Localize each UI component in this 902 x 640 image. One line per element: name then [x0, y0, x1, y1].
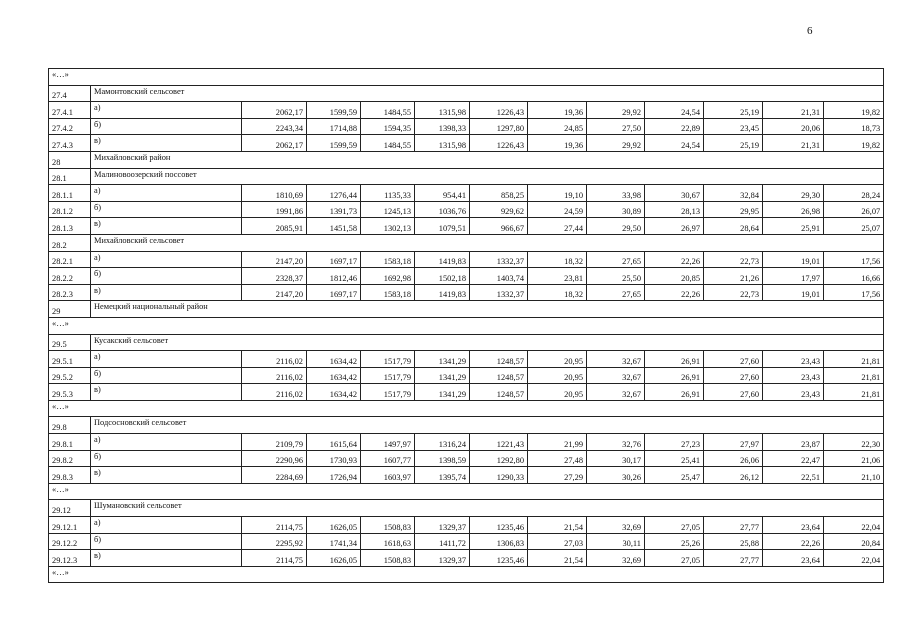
row-code: 29.5.2 [49, 367, 91, 384]
value-cell: 1226,43 [470, 135, 528, 152]
value-cell: 1226,43 [470, 102, 528, 119]
value-cell: 28,64 [704, 218, 763, 235]
value-cell: 24,85 [528, 118, 587, 135]
value-cell: 27,05 [645, 517, 704, 534]
row-option-label: а) [91, 434, 242, 451]
value-cell: 2085,91 [242, 218, 307, 235]
value-cell: 1714,88 [307, 118, 361, 135]
value-cell: 1991,86 [242, 201, 307, 218]
value-cell: 21,81 [824, 351, 884, 368]
row-code: 29.8.1 [49, 434, 91, 451]
table-row [49, 533, 884, 550]
value-cell: 1508,83 [361, 517, 415, 534]
row-option-label: в) [91, 384, 242, 401]
row-code: 28.2.3 [49, 284, 91, 301]
value-cell: 21,06 [824, 450, 884, 467]
value-cell: 23,43 [763, 351, 824, 368]
value-cell: 1341,29 [415, 384, 470, 401]
value-cell: 1248,57 [470, 384, 528, 401]
value-cell: 26,91 [645, 384, 704, 401]
value-cell: 30,67 [645, 185, 704, 202]
table-row [49, 251, 884, 268]
value-cell: 28,13 [645, 201, 704, 218]
table-row [49, 135, 884, 152]
table-row [49, 284, 884, 301]
value-cell: 1398,59 [415, 450, 470, 467]
row-code: 27.4.1 [49, 102, 91, 119]
value-cell: 1517,79 [361, 384, 415, 401]
row-option-label: б) [91, 268, 242, 285]
value-cell: 2114,75 [242, 550, 307, 567]
table-row [49, 218, 884, 235]
table-body [49, 69, 884, 583]
value-cell: 27,65 [587, 251, 645, 268]
section-name: Мамонтовский сельсовет [91, 85, 884, 102]
value-cell: 28,24 [824, 185, 884, 202]
value-cell: 30,17 [587, 450, 645, 467]
row-code: 29.12 [49, 500, 91, 517]
value-cell: 21,31 [763, 102, 824, 119]
value-cell: 26,06 [704, 450, 763, 467]
value-cell: 26,98 [763, 201, 824, 218]
value-cell: 2295,92 [242, 533, 307, 550]
ellipsis-mark: «…» [49, 69, 884, 86]
section-name: Шумановский сельсовет [91, 500, 884, 517]
value-cell: 20,85 [645, 268, 704, 285]
ellipsis-mark: «…» [49, 483, 884, 500]
value-cell: 23,45 [704, 118, 763, 135]
value-cell: 27,65 [587, 284, 645, 301]
value-cell: 23,43 [763, 367, 824, 384]
row-code: 29.12.3 [49, 550, 91, 567]
row-code: 29.8 [49, 417, 91, 434]
ellipsis-row [49, 566, 884, 583]
value-cell: 1306,83 [470, 533, 528, 550]
value-cell: 29,92 [587, 102, 645, 119]
value-cell: 22,26 [645, 251, 704, 268]
row-code: 29.5.3 [49, 384, 91, 401]
row-option-label: б) [91, 201, 242, 218]
value-cell: 1290,33 [470, 467, 528, 484]
value-cell: 27,77 [704, 550, 763, 567]
row-code: 28 [49, 151, 91, 168]
value-cell: 1812,46 [307, 268, 361, 285]
row-code: 29.5.1 [49, 351, 91, 368]
value-cell: 25,26 [645, 533, 704, 550]
value-cell: 30,26 [587, 467, 645, 484]
table-row [49, 550, 884, 567]
value-cell: 2328,37 [242, 268, 307, 285]
row-code: 27.4.3 [49, 135, 91, 152]
value-cell: 29,30 [763, 185, 824, 202]
table-row [49, 467, 884, 484]
ellipsis-mark: «…» [49, 400, 884, 417]
value-cell: 22,89 [645, 118, 704, 135]
row-option-label: б) [91, 450, 242, 467]
value-cell: 1316,24 [415, 434, 470, 451]
value-cell: 25,50 [587, 268, 645, 285]
value-cell: 1079,51 [415, 218, 470, 235]
value-cell: 25,47 [645, 467, 704, 484]
row-code: 29.8.2 [49, 450, 91, 467]
table-row [49, 118, 884, 135]
value-cell: 2243,34 [242, 118, 307, 135]
ellipsis-row [49, 317, 884, 334]
value-cell: 1235,46 [470, 517, 528, 534]
value-cell: 1248,57 [470, 351, 528, 368]
value-cell: 2116,02 [242, 351, 307, 368]
ellipsis-mark: «…» [49, 317, 884, 334]
value-cell: 21,54 [528, 550, 587, 567]
value-cell: 23,43 [763, 384, 824, 401]
value-cell: 1419,83 [415, 251, 470, 268]
value-cell: 1329,37 [415, 517, 470, 534]
section-name: Кусакский сельсовет [91, 334, 884, 351]
value-cell: 1403,74 [470, 268, 528, 285]
value-cell: 27,50 [587, 118, 645, 135]
value-cell: 27,48 [528, 450, 587, 467]
value-cell: 2290,96 [242, 450, 307, 467]
row-option-label: в) [91, 550, 242, 567]
table-row [49, 185, 884, 202]
value-cell: 18,32 [528, 251, 587, 268]
value-cell: 22,47 [763, 450, 824, 467]
value-cell: 22,30 [824, 434, 884, 451]
value-cell: 26,97 [645, 218, 704, 235]
value-cell: 16,66 [824, 268, 884, 285]
value-cell: 23,64 [763, 550, 824, 567]
value-cell: 1594,35 [361, 118, 415, 135]
value-cell: 1235,46 [470, 550, 528, 567]
value-cell: 30,89 [587, 201, 645, 218]
value-cell: 21,54 [528, 517, 587, 534]
row-code: 29.5 [49, 334, 91, 351]
section-name: Малиновоозерский поссовет [91, 168, 884, 185]
value-cell: 1730,93 [307, 450, 361, 467]
value-cell: 19,10 [528, 185, 587, 202]
value-cell: 21,99 [528, 434, 587, 451]
value-cell: 21,81 [824, 384, 884, 401]
value-cell: 1315,98 [415, 102, 470, 119]
value-cell: 2116,02 [242, 384, 307, 401]
row-code: 28.1.2 [49, 201, 91, 218]
value-cell: 1615,64 [307, 434, 361, 451]
value-cell: 954,41 [415, 185, 470, 202]
value-cell: 1634,42 [307, 367, 361, 384]
row-code: 28.1.3 [49, 218, 91, 235]
value-cell: 18,73 [824, 118, 884, 135]
row-code: 29.8.3 [49, 467, 91, 484]
value-cell: 1502,18 [415, 268, 470, 285]
row-option-label: а) [91, 351, 242, 368]
value-cell: 1599,59 [307, 102, 361, 119]
value-cell: 26,91 [645, 367, 704, 384]
row-option-label: а) [91, 517, 242, 534]
table-row [49, 351, 884, 368]
value-cell: 29,92 [587, 135, 645, 152]
value-cell: 2062,17 [242, 102, 307, 119]
value-cell: 1329,37 [415, 550, 470, 567]
section-row [49, 334, 884, 351]
value-cell: 1341,29 [415, 367, 470, 384]
value-cell: 1135,33 [361, 185, 415, 202]
row-code: 27.4.2 [49, 118, 91, 135]
value-cell: 20,95 [528, 367, 587, 384]
page-number: 6 [807, 25, 813, 37]
value-cell: 32,67 [587, 351, 645, 368]
row-code: 28.2.1 [49, 251, 91, 268]
value-cell: 32,67 [587, 384, 645, 401]
value-cell: 27,60 [704, 384, 763, 401]
value-cell: 929,62 [470, 201, 528, 218]
row-code: 28.1.1 [49, 185, 91, 202]
value-cell: 1692,98 [361, 268, 415, 285]
value-cell: 1332,37 [470, 284, 528, 301]
value-cell: 1036,76 [415, 201, 470, 218]
value-cell: 27,97 [704, 434, 763, 451]
value-cell: 26,12 [704, 467, 763, 484]
value-cell: 32,67 [587, 367, 645, 384]
value-cell: 2114,75 [242, 517, 307, 534]
value-cell: 1292,80 [470, 450, 528, 467]
value-cell: 1810,69 [242, 185, 307, 202]
value-cell: 2116,02 [242, 367, 307, 384]
value-cell: 24,59 [528, 201, 587, 218]
value-cell: 1245,13 [361, 201, 415, 218]
value-cell: 32,69 [587, 550, 645, 567]
value-cell: 26,91 [645, 351, 704, 368]
section-name: Немецкий национальный район [91, 301, 884, 318]
ellipsis-row [49, 69, 884, 86]
row-option-label: а) [91, 251, 242, 268]
value-cell: 21,31 [763, 135, 824, 152]
value-cell: 30,11 [587, 533, 645, 550]
row-code: 29.12.1 [49, 517, 91, 534]
ellipsis-mark: «…» [49, 566, 884, 583]
value-cell: 1634,42 [307, 384, 361, 401]
row-option-label: б) [91, 118, 242, 135]
row-option-label: в) [91, 467, 242, 484]
row-option-label: а) [91, 185, 242, 202]
value-cell: 966,67 [470, 218, 528, 235]
value-cell: 1634,42 [307, 351, 361, 368]
value-cell: 32,76 [587, 434, 645, 451]
table-row [49, 201, 884, 218]
row-option-label: в) [91, 218, 242, 235]
value-cell: 29,50 [587, 218, 645, 235]
value-cell: 2147,20 [242, 284, 307, 301]
value-cell: 1315,98 [415, 135, 470, 152]
value-cell: 1517,79 [361, 367, 415, 384]
value-cell: 18,32 [528, 284, 587, 301]
value-cell: 22,04 [824, 550, 884, 567]
row-option-label: б) [91, 367, 242, 384]
value-cell: 1726,94 [307, 467, 361, 484]
value-cell: 20,06 [763, 118, 824, 135]
section-name: Михайловский сельсовет [91, 234, 884, 251]
row-option-label: б) [91, 533, 242, 550]
value-cell: 1599,59 [307, 135, 361, 152]
value-cell: 25,88 [704, 533, 763, 550]
value-cell: 1626,05 [307, 550, 361, 567]
value-cell: 24,54 [645, 102, 704, 119]
value-cell: 21,81 [824, 367, 884, 384]
value-cell: 1484,55 [361, 102, 415, 119]
value-cell: 22,51 [763, 467, 824, 484]
value-cell: 1411,72 [415, 533, 470, 550]
value-cell: 25,41 [645, 450, 704, 467]
value-cell: 33,98 [587, 185, 645, 202]
value-cell: 1451,58 [307, 218, 361, 235]
row-option-label: в) [91, 135, 242, 152]
value-cell: 25,19 [704, 135, 763, 152]
table-row [49, 102, 884, 119]
value-cell: 19,01 [763, 284, 824, 301]
ellipsis-row [49, 400, 884, 417]
table-row [49, 517, 884, 534]
section-row [49, 417, 884, 434]
value-cell: 1697,17 [307, 251, 361, 268]
value-cell: 19,82 [824, 102, 884, 119]
value-cell: 1276,44 [307, 185, 361, 202]
value-cell: 1508,83 [361, 550, 415, 567]
row-code: 29 [49, 301, 91, 318]
value-cell: 20,95 [528, 351, 587, 368]
value-cell: 21,26 [704, 268, 763, 285]
value-cell: 32,84 [704, 185, 763, 202]
value-cell: 24,54 [645, 135, 704, 152]
value-cell: 1484,55 [361, 135, 415, 152]
value-cell: 23,64 [763, 517, 824, 534]
value-cell: 1697,17 [307, 284, 361, 301]
value-cell: 27,44 [528, 218, 587, 235]
value-cell: 27,60 [704, 367, 763, 384]
value-cell: 1603,97 [361, 467, 415, 484]
value-cell: 1297,80 [470, 118, 528, 135]
row-code: 28.1 [49, 168, 91, 185]
value-cell: 20,95 [528, 384, 587, 401]
row-option-label: а) [91, 102, 242, 119]
value-cell: 19,36 [528, 102, 587, 119]
value-cell: 1741,34 [307, 533, 361, 550]
value-cell: 27,29 [528, 467, 587, 484]
value-cell: 1332,37 [470, 251, 528, 268]
section-name: Михайловский район [91, 151, 884, 168]
table-row [49, 434, 884, 451]
value-cell: 1517,79 [361, 351, 415, 368]
value-cell: 2147,20 [242, 251, 307, 268]
value-cell: 2284,69 [242, 467, 307, 484]
value-cell: 1583,18 [361, 251, 415, 268]
value-cell: 23,81 [528, 268, 587, 285]
value-cell: 1221,43 [470, 434, 528, 451]
value-cell: 1583,18 [361, 284, 415, 301]
value-cell: 26,07 [824, 201, 884, 218]
row-code: 27.4 [49, 85, 91, 102]
value-cell: 858,25 [470, 185, 528, 202]
tariff-table [48, 68, 884, 583]
value-cell: 17,97 [763, 268, 824, 285]
value-cell: 1341,29 [415, 351, 470, 368]
value-cell: 22,04 [824, 517, 884, 534]
section-row [49, 151, 884, 168]
value-cell: 1395,74 [415, 467, 470, 484]
value-cell: 27,23 [645, 434, 704, 451]
value-cell: 25,07 [824, 218, 884, 235]
value-cell: 2109,79 [242, 434, 307, 451]
value-cell: 22,73 [704, 251, 763, 268]
table-row [49, 450, 884, 467]
ellipsis-row [49, 483, 884, 500]
value-cell: 1497,97 [361, 434, 415, 451]
value-cell: 27,77 [704, 517, 763, 534]
value-cell: 19,01 [763, 251, 824, 268]
value-cell: 23,87 [763, 434, 824, 451]
section-row [49, 85, 884, 102]
section-row [49, 500, 884, 517]
section-row [49, 168, 884, 185]
value-cell: 1248,57 [470, 367, 528, 384]
section-row [49, 301, 884, 318]
value-cell: 25,19 [704, 102, 763, 119]
value-cell: 1391,73 [307, 201, 361, 218]
value-cell: 1626,05 [307, 517, 361, 534]
table-row [49, 367, 884, 384]
value-cell: 25,91 [763, 218, 824, 235]
value-cell: 2062,17 [242, 135, 307, 152]
value-cell: 1302,13 [361, 218, 415, 235]
row-code: 28.2 [49, 234, 91, 251]
value-cell: 17,56 [824, 251, 884, 268]
table-row [49, 268, 884, 285]
section-name: Подсосновский сельсовет [91, 417, 884, 434]
row-option-label: в) [91, 284, 242, 301]
value-cell: 1419,83 [415, 284, 470, 301]
row-code: 29.12.2 [49, 533, 91, 550]
value-cell: 22,73 [704, 284, 763, 301]
value-cell: 20,84 [824, 533, 884, 550]
value-cell: 19,36 [528, 135, 587, 152]
value-cell: 1607,77 [361, 450, 415, 467]
value-cell: 32,69 [587, 517, 645, 534]
value-cell: 27,05 [645, 550, 704, 567]
value-cell: 22,26 [645, 284, 704, 301]
row-code: 28.2.2 [49, 268, 91, 285]
value-cell: 1618,63 [361, 533, 415, 550]
value-cell: 21,10 [824, 467, 884, 484]
table-row [49, 384, 884, 401]
value-cell: 19,82 [824, 135, 884, 152]
value-cell: 27,60 [704, 351, 763, 368]
value-cell: 27,03 [528, 533, 587, 550]
value-cell: 29,95 [704, 201, 763, 218]
value-cell: 1398,33 [415, 118, 470, 135]
value-cell: 17,56 [824, 284, 884, 301]
value-cell: 22,26 [763, 533, 824, 550]
section-row [49, 234, 884, 251]
